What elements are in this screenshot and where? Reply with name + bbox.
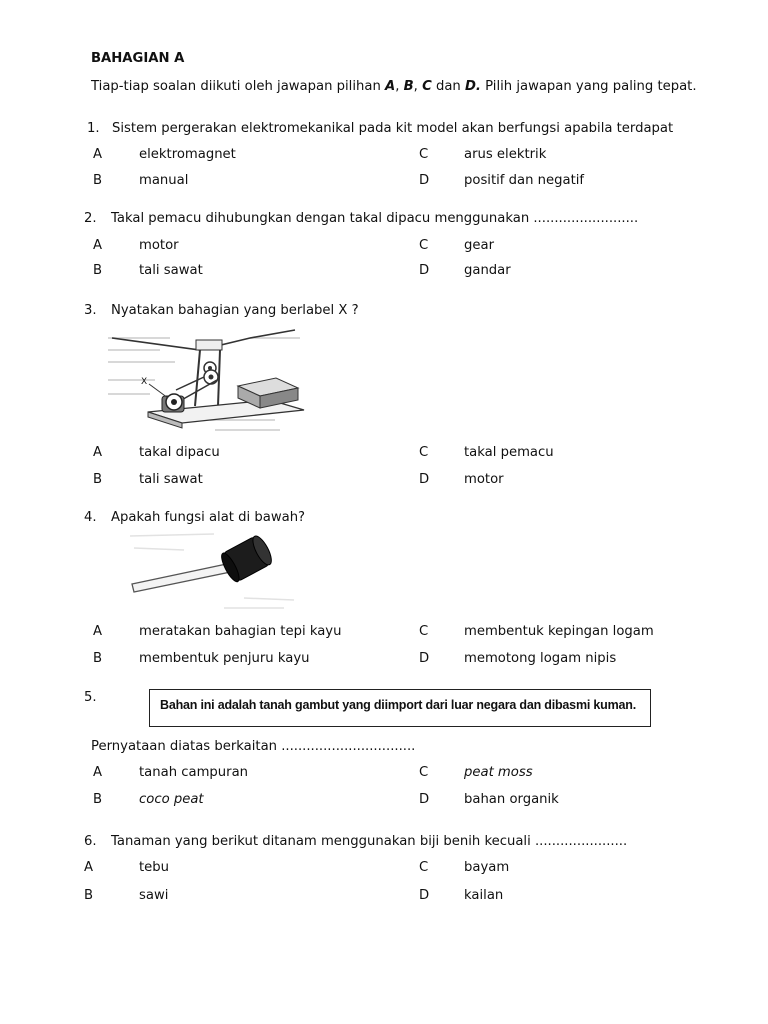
option-text[interactable]: kailan xyxy=(464,888,504,903)
option-text[interactable]: peat moss xyxy=(464,765,533,780)
option-text[interactable]: gear xyxy=(464,238,494,253)
option-letter: C xyxy=(419,445,429,460)
option-text[interactable]: takal dipacu xyxy=(139,445,220,460)
option-text[interactable]: tali sawat xyxy=(139,263,203,278)
option-text[interactable]: bahan organik xyxy=(464,792,559,807)
boxed-statement xyxy=(149,689,651,727)
option-letter: A xyxy=(93,238,103,253)
instruction-option-c: C xyxy=(422,79,432,94)
option-letter: A xyxy=(93,624,103,639)
option-letter: B xyxy=(93,792,103,807)
question-text: Pernyataan diatas berkaitan ................................ xyxy=(91,739,416,754)
instruction-part2: Pilih jawapan yang paling tepat. xyxy=(480,79,697,94)
option-text[interactable]: memotong logam nipis xyxy=(464,651,617,666)
option-letter: B xyxy=(93,472,103,487)
option-text[interactable]: sawi xyxy=(139,888,169,903)
question-number: 1. xyxy=(87,121,100,136)
option-letter: A xyxy=(93,765,103,780)
question-number: 2. xyxy=(84,211,97,226)
question-number: 5. xyxy=(84,690,97,705)
option-text[interactable]: membentuk kepingan logam xyxy=(464,624,654,639)
figure-label-x: X xyxy=(141,377,148,387)
instruction-sep2: , xyxy=(413,79,423,94)
option-text[interactable]: manual xyxy=(139,173,189,188)
option-text[interactable]: coco peat xyxy=(139,792,204,807)
option-letter: A xyxy=(84,860,94,875)
option-letter: D xyxy=(419,263,430,278)
pulley-model-figure xyxy=(100,324,312,436)
option-text[interactable]: positif dan negatif xyxy=(464,173,585,188)
question-text: Sistem pergerakan elektromekanikal pada kit model akan berfungsi apabila terdapat xyxy=(112,121,674,136)
option-letter: B xyxy=(93,651,103,666)
option-text[interactable]: tebu xyxy=(139,860,170,875)
question-number: 4. xyxy=(84,510,97,525)
question-text: Tanaman yang berikut ditanam menggunakan biji benih kecuali ...................... xyxy=(111,834,628,849)
option-text[interactable]: motor xyxy=(139,238,179,253)
instruction-option-d: D. xyxy=(464,79,481,94)
option-letter: A xyxy=(93,445,103,460)
option-text[interactable]: bayam xyxy=(464,860,510,875)
instruction-and: dan xyxy=(431,79,465,94)
option-letter: B xyxy=(93,173,103,188)
option-text[interactable]: gandar xyxy=(464,263,511,278)
question-text: Takal pemacu dihubungkan dengan takal dipacu menggunakan ......................... xyxy=(111,211,639,226)
instruction-sep1: , xyxy=(395,79,404,94)
option-text[interactable]: takal pemacu xyxy=(464,445,554,460)
option-text[interactable]: tali sawat xyxy=(139,472,203,487)
option-letter: D xyxy=(419,472,430,487)
option-letter: C xyxy=(419,860,429,875)
option-text[interactable]: motor xyxy=(464,472,504,487)
section-title: BAHAGIAN A xyxy=(91,51,185,66)
option-letter: B xyxy=(93,263,103,278)
option-letter: D xyxy=(419,888,430,903)
option-letter: D xyxy=(419,651,430,666)
option-letter: D xyxy=(419,792,430,807)
option-text[interactable]: arus elektrik xyxy=(464,147,547,162)
option-text[interactable]: membentuk penjuru kayu xyxy=(139,651,310,666)
mallet-figure xyxy=(124,528,300,612)
option-text[interactable]: meratakan bahagian tepi kayu xyxy=(139,624,342,639)
boxed-statement-text: Bahan ini adalah tanah gambut yang diimport dari luar negara dan dibasmi kuman. xyxy=(160,698,636,712)
option-letter: D xyxy=(419,173,430,188)
option-letter: C xyxy=(419,624,429,639)
option-letter: A xyxy=(93,147,103,162)
option-text[interactable]: elektromagnet xyxy=(139,147,236,162)
option-letter: B xyxy=(84,888,94,903)
option-text[interactable]: tanah campuran xyxy=(139,765,249,780)
question-number: 3. xyxy=(84,303,97,318)
question-number: 6. xyxy=(84,834,97,849)
instruction-part1: Tiap-tiap soalan diikuti oleh jawapan pilihan xyxy=(91,79,385,94)
instruction-option-a: A xyxy=(385,79,396,94)
option-letter: C xyxy=(419,238,429,253)
option-letter: C xyxy=(419,147,429,162)
question-text: Apakah fungsi alat di bawah? xyxy=(111,510,306,525)
instruction-option-b: B xyxy=(403,79,414,94)
option-letter: C xyxy=(419,765,429,780)
question-text: Nyatakan bahagian yang berlabel X ? xyxy=(111,303,359,318)
instruction-text xyxy=(91,79,697,94)
